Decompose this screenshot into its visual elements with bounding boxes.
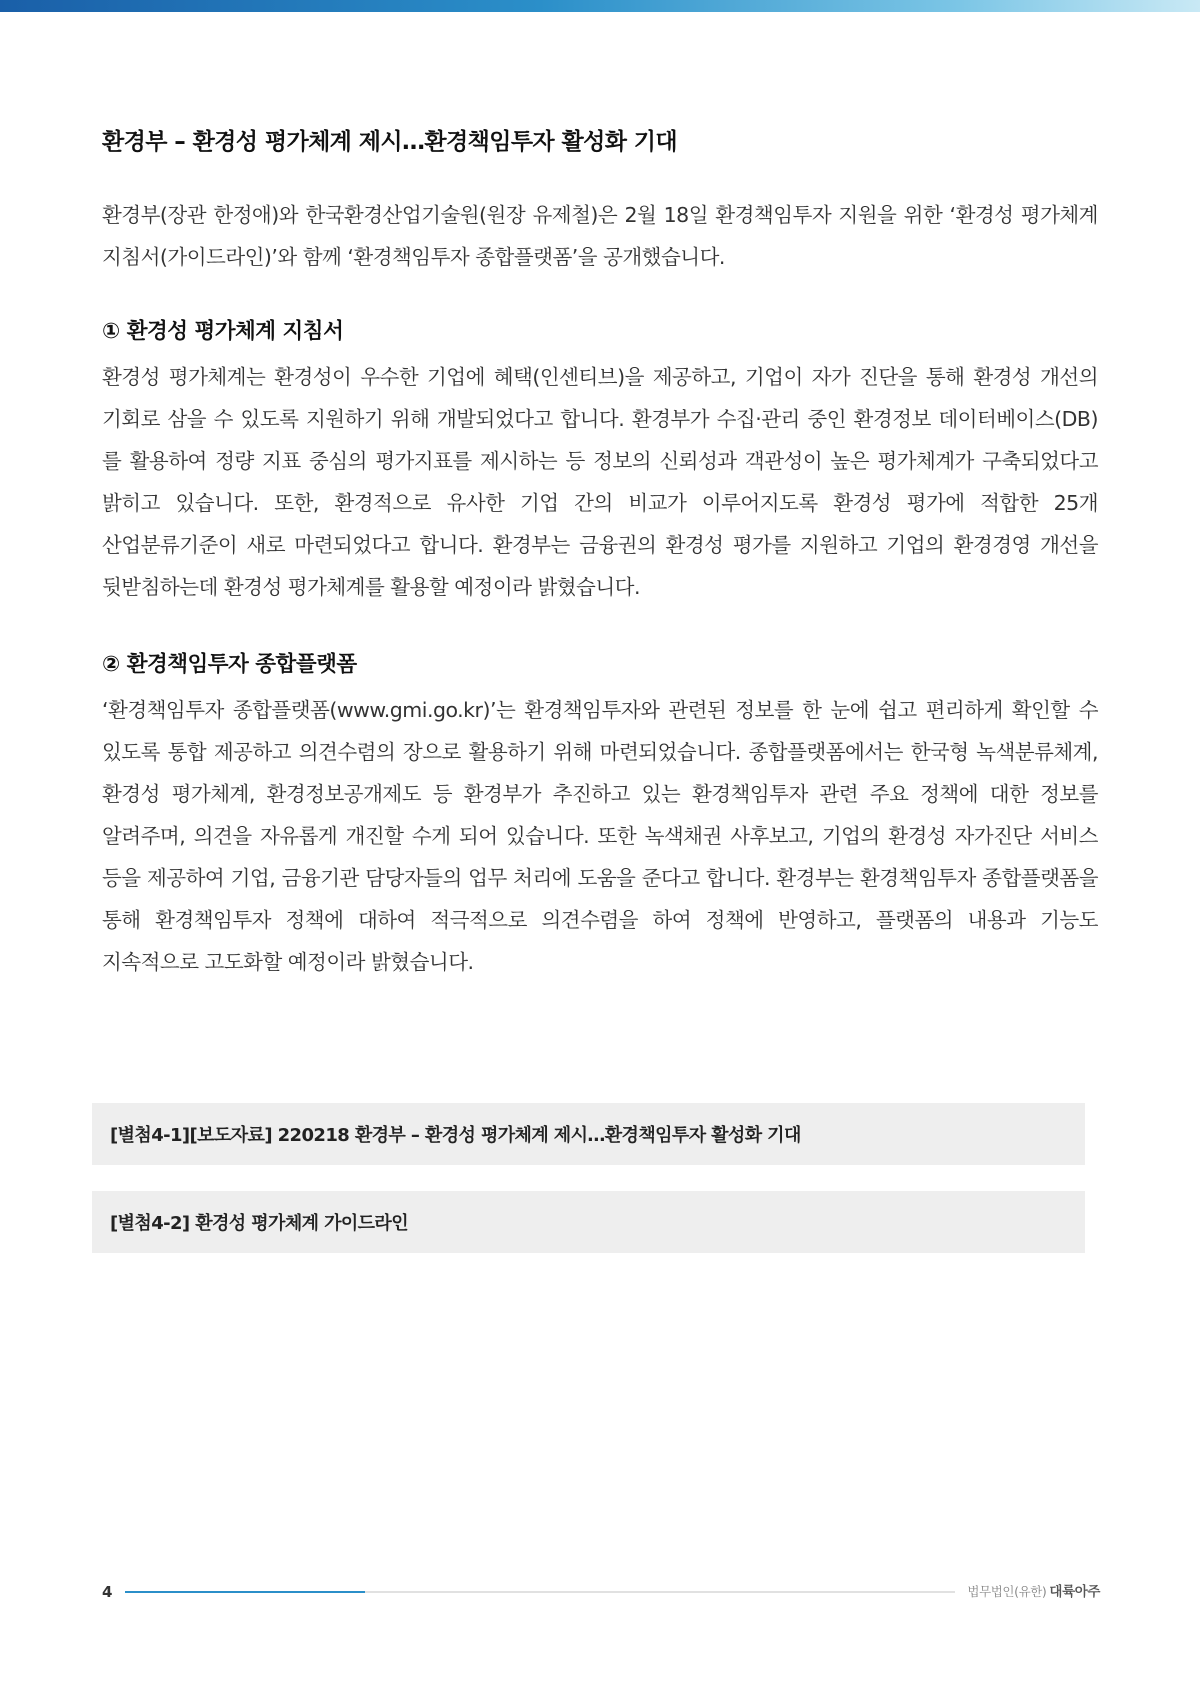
attachment-link-guideline[interactable] bbox=[92, 1191, 1085, 1253]
intro-paragraph: 환경부(장관 한정애)와 한국환경산업기술원(원장 유제철)은 2월 18일 환경책임투자 지원을 위한 ‘환경성 평가체계 지침서(가이드라인)’와 함께 ‘환경책임투자 종합플랫폼’을 공개했습니다. bbox=[102, 202, 1098, 269]
attachment-label: [별첨4-1][보도자료] 220218 환경부 – 환경성 평가체계 제시…환경책임투자 활성화 기대 bbox=[110, 1125, 801, 1146]
page-title: 환경부 – 환경성 평가체계 제시…환경책임투자 활성화 기대 bbox=[102, 129, 677, 155]
top-gradient-bar bbox=[0, 0, 1200, 12]
firm-prefix: 법무법인(유한) bbox=[967, 1584, 1047, 1599]
firm-logo bbox=[967, 1580, 1100, 1604]
attachment-label: [별첨4-2] 환경성 평가체계 가이드라인 bbox=[110, 1213, 409, 1234]
page-footer bbox=[102, 1580, 1100, 1604]
section-heading-guideline: ① 환경성 평가체계 지침서 bbox=[102, 318, 344, 344]
section-body-platform: ‘환경책임투자 종합플랫폼(www.gmi.go.kr)’는 환경책임투자와 관련된 정보를 한 눈에 쉽고 편리하게 확인할 수 있도록 통합 제공하고 의견수렴의 장으로 활용하기 위해 마련되었습니다. 종합플랫폼에서는 한국형 녹색분류체계, 환경성 평가체계, 환경정보공개제도 등 환경부가 추진하고 있는 환경책임투자 관련 주요 정책에 대한 정보를 알려주며, 의견을 자유롭게 개진할 수게 되어 있습니다. 또한 녹색채권 사후보고, 기업의 환경성 자가진단 서비스 등을 제공하여 기업, 금융기관 담당자들의 업무 처리에 도움을 준다고 합니다. 환경부는 환경책임투자 종합플랫폼을 통해 환경책임투자 정책에 대하여 적극적으로 의견수렴을 하여 정책에 반영하고, 플랫폼의 내용과 기능도 지속적으로 고도화할 예정이라 밝혔습니다. bbox=[102, 697, 1098, 974]
attachment-link-press-release[interactable] bbox=[92, 1103, 1085, 1165]
section-body-guideline: 환경성 평가체계는 환경성이 우수한 기업에 혜택(인센티브)을 제공하고, 기업이 자가 진단을 통해 환경성 개선의 기회로 삼을 수 있도록 지원하기 위해 개발되었다고 합니다. 환경부가 수집·관리 중인 환경정보 데이터베이스(DB)를 활용하여 정량 지표 중심의 평가지표를 제시하는 등 정보의 신뢰성과 객관성이 높은 평가체계가 구축되었다고 밝히고 있습니다. 또한, 환경적으로 유사한 기업 간의 비교가 이루어지도록 환경성 평가에 적합한 25개 산업분류기준이 새로 마련되었다고 합니다. 환경부는 금융권의 환경성 평가를 지원하고 기업의 환경경영 개선을 뒷받침하는데 환경성 평가체계를 활용할 예정이라 밝혔습니다. bbox=[102, 364, 1098, 599]
article-body bbox=[102, 128, 1098, 983]
section-heading-platform: ② 환경책임투자 종합플랫폼 bbox=[102, 651, 357, 677]
footer-divider-accent bbox=[125, 1591, 365, 1593]
page-number: 4 bbox=[102, 1583, 113, 1601]
firm-name: 대륙아주 bbox=[1049, 1584, 1100, 1600]
